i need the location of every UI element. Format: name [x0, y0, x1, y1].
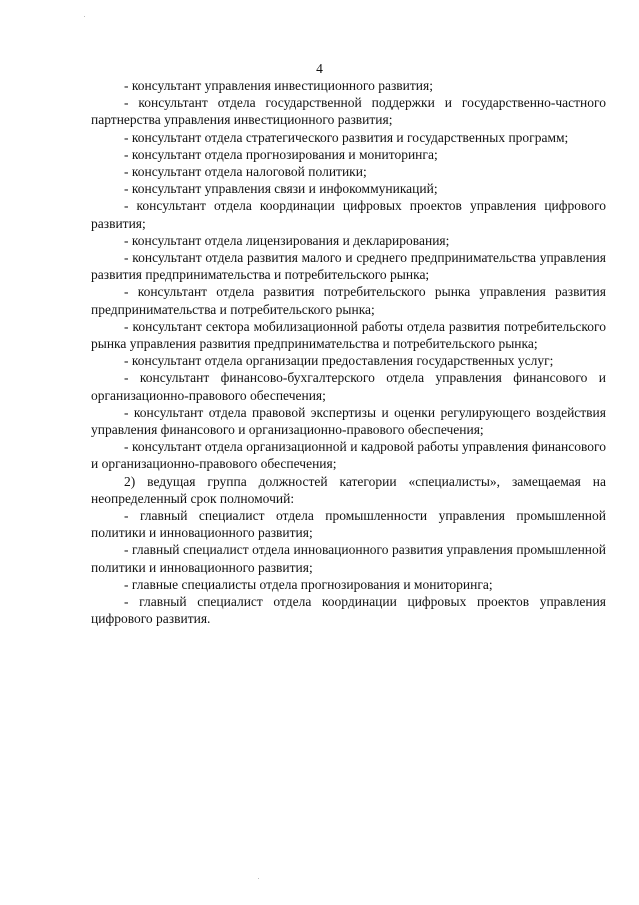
scan-speck [84, 16, 85, 17]
group-heading: 2) ведущая группа должностей категории «специалисты», замещаемая на неопределенный срок полномочий: [91, 473, 606, 506]
page-number: 4 [316, 61, 323, 76]
list-item: - консультант отдела правовой экспертизы и оценки регулирующего воздействия управления финансового и организационно-правового обеспечения; [91, 404, 606, 438]
list-item: - главный специалист отдела инновационного развития управления промышленной политики и инновационного развития; [91, 542, 606, 575]
list-item: - консультант сектора мобилизационной работы отдела развития потребительского рынка управления развития предпринимательства и потребительского рынка; [91, 318, 606, 352]
list-item: - консультант отдела прогнозирования и мониторинга; [124, 146, 438, 162]
scan-speck [258, 878, 259, 879]
list-item: - консультант отдела развития потребительского рынка управления развития предпринимательства и потребительского рынка; [91, 284, 606, 317]
list-item: - консультант отдела государственной поддержки и государственно-частного партнерства управления инвестиционного развития; [91, 95, 606, 128]
document-body [91, 77, 606, 628]
list-item: - главные специалисты отдела прогнозирования и мониторинга; [124, 576, 493, 592]
list-item: - консультант управления инвестиционного развития; [124, 78, 433, 93]
list-item: - консультант отдела координации цифровых проектов управления цифрового развития; [91, 198, 606, 231]
list-item: - консультант отдела стратегического развития и государственных программ; [124, 129, 569, 145]
list-item: - консультант отдела организации предоставления государственных услуг; [124, 353, 554, 369]
list-item: - консультант отдела налоговой политики; [124, 164, 367, 180]
list-item: - консультант отдела организационной и кадровой работы управления финансового и организационно-правового обеспечения; [91, 439, 606, 472]
list-item: - главный специалист отдела промышленности управления промышленной политики и инновационного развития; [91, 508, 606, 541]
list-item: - консультант финансово-бухгалтерского отдела управления финансового и организационно-правового обеспечения; [91, 370, 606, 403]
list-item: - главный специалист отдела координации цифровых проектов управления цифрового развития. [91, 594, 606, 627]
list-item: - консультант отдела развития малого и среднего предпринимательства управления развития предпринимательства и потребительского рынка; [91, 250, 606, 283]
list-item: - консультант управления связи и инфокоммуникаций; [124, 181, 438, 197]
list-item: - консультант отдела лицензирования и декларирования; [124, 232, 450, 248]
